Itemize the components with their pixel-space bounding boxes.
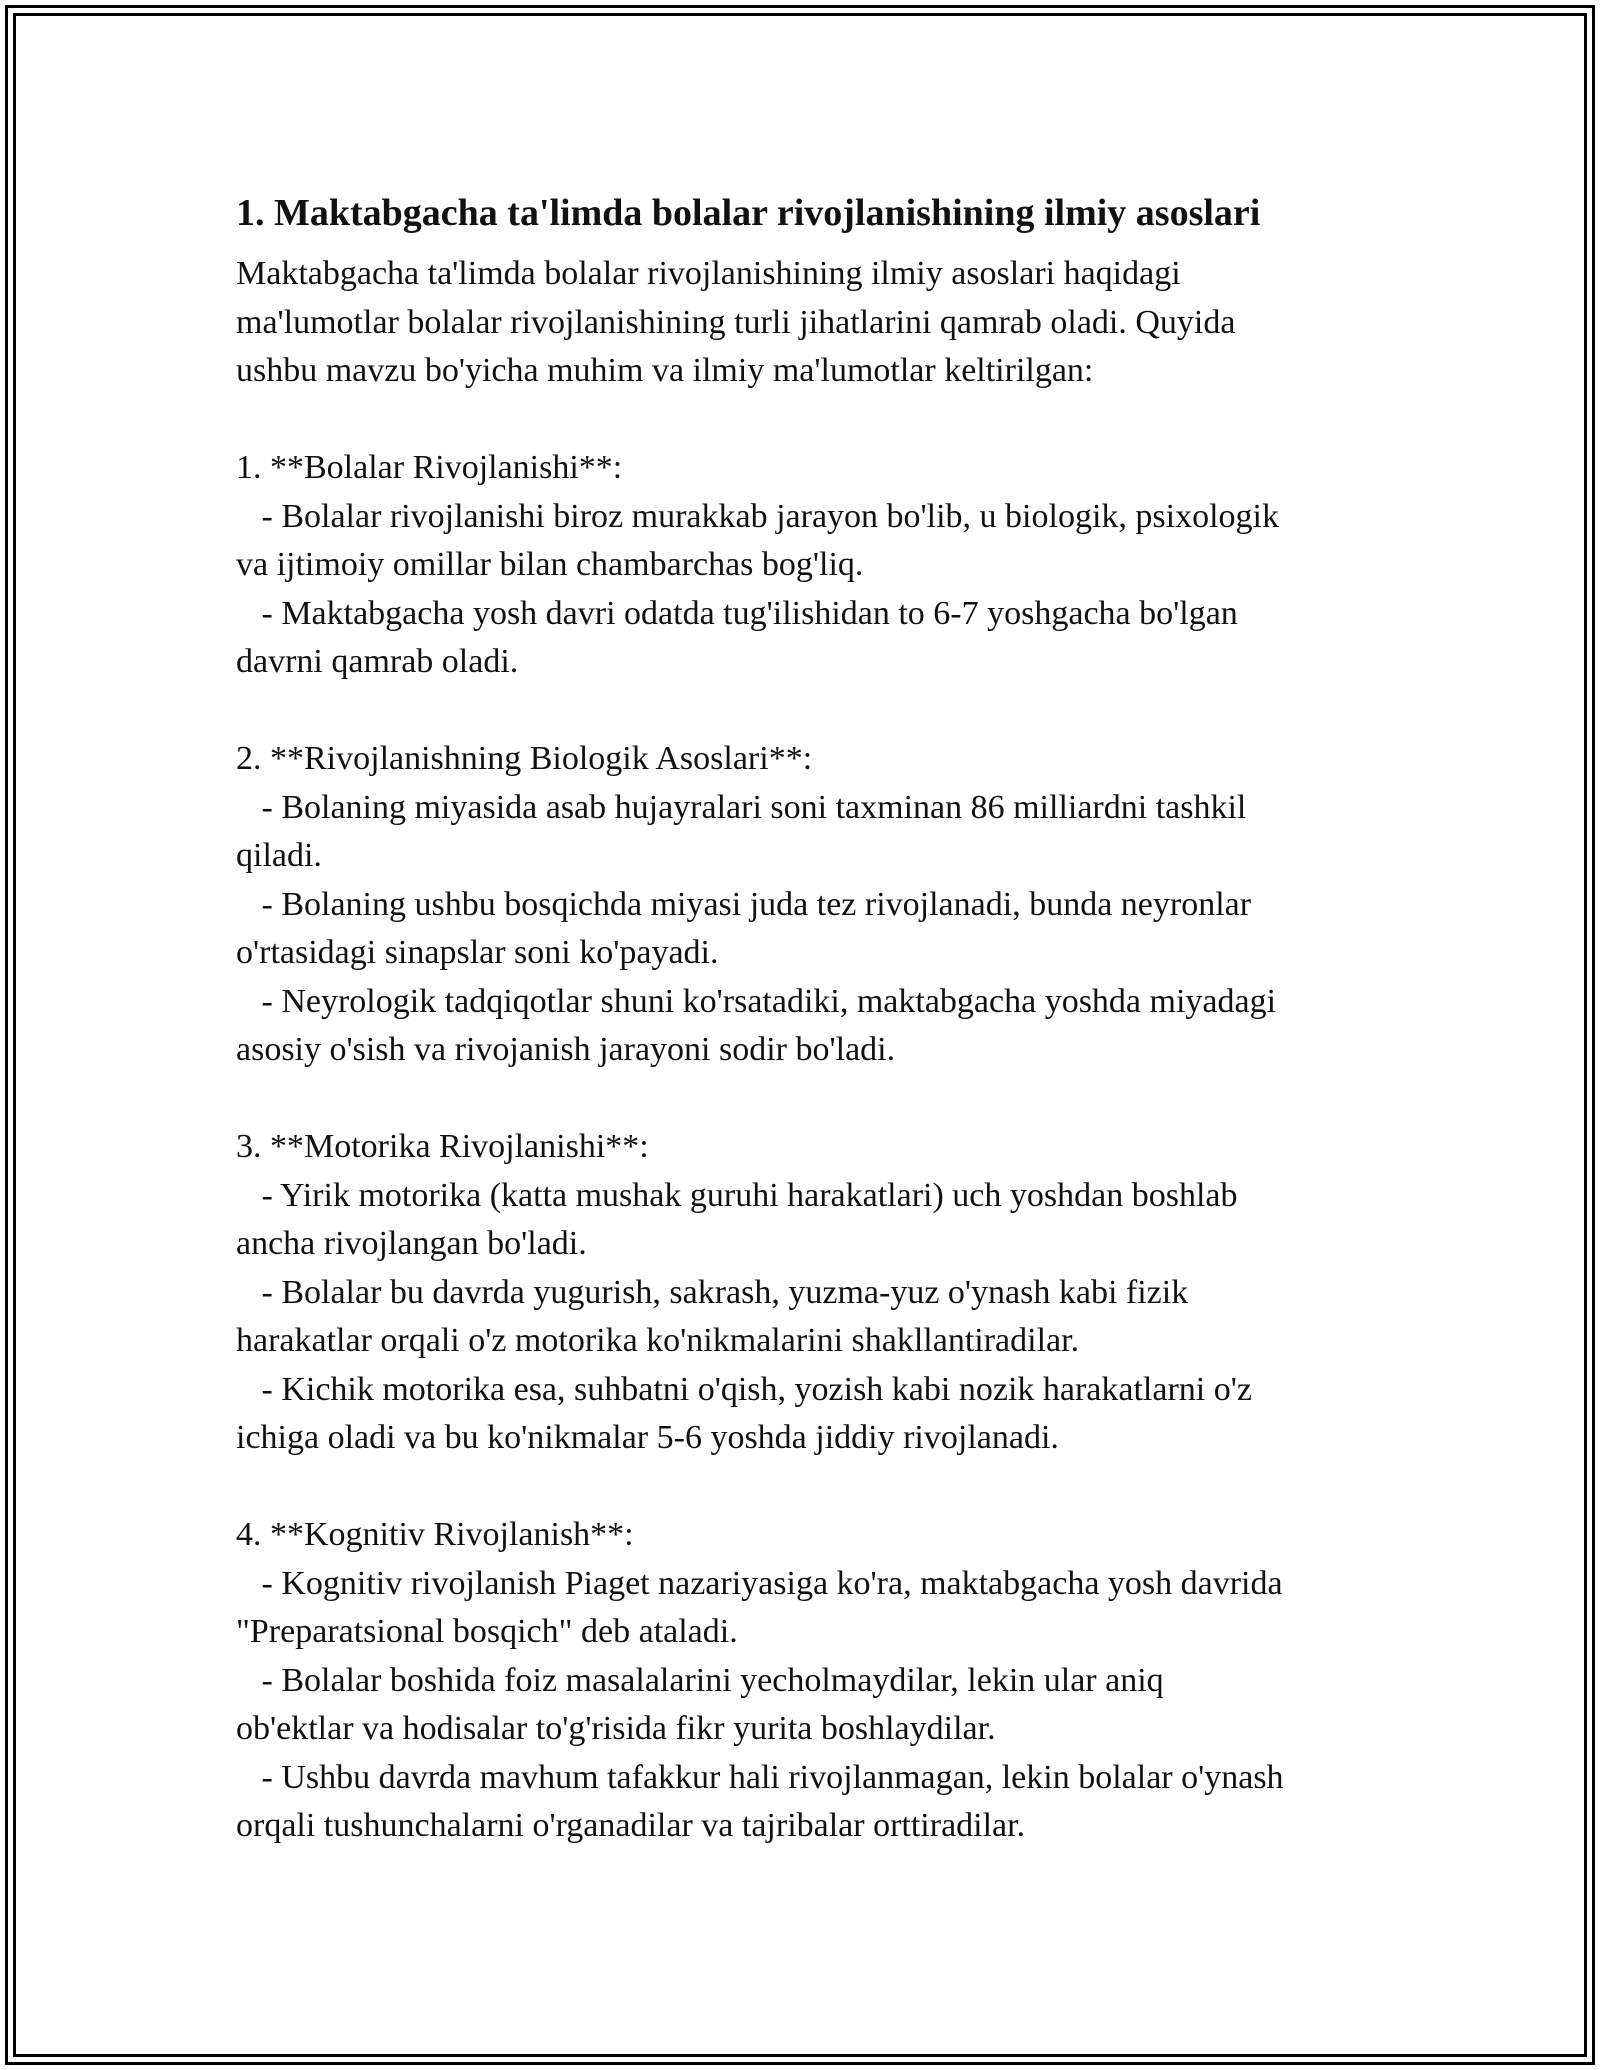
section-line: ob'ektlar va hodisalar to'g'risida fikr yurita boshlaydilar.	[236, 1710, 996, 1747]
section-line: - Ushbu davrda mavhum tafakkur hali rivojlanmagan, lekin bolalar o'ynash	[236, 1758, 1284, 1796]
section-line: - Bolaning miyasida asab hujayralari soni taxminan 86 milliardni tashkil	[236, 788, 1247, 826]
section-line: - Bolalar rivojlanishi biroz murakkab jarayon bo'lib, u biologik, psixologik	[236, 497, 1279, 535]
section-line: asosiy o'sish va rivojanish jarayoni sodir bo'ladi.	[236, 1031, 896, 1068]
intro-line: Maktabgacha ta'limda bolalar rivojlanishining ilmiy asoslari haqidagi	[236, 255, 1181, 292]
paragraph-spacer	[236, 396, 1386, 445]
paragraph-spacer	[236, 1463, 1386, 1512]
section-line: harakatlar orqali o'z motorika ko'nikmalarini shakllantiradilar.	[236, 1322, 1080, 1359]
section-line: orqali tushunchalarni o'rganadilar va tajribalar orttiradilar.	[236, 1807, 1026, 1844]
section-line: - Bolalar bu davrda yugurish, sakrash, yuzma-yuz o'ynash kabi fizik	[236, 1273, 1189, 1311]
section-line: "Preparatsional bosqich" deb ataladi.	[236, 1613, 738, 1650]
section-line: - Kichik motorika esa, suhbatni o'qish, yozish kabi nozik harakatlarni o'z	[236, 1370, 1252, 1408]
section-heading: 2. **Rivojlanishning Biologik Asoslari**:	[236, 740, 813, 777]
section-kognitiv-rivojlanish	[236, 1511, 1386, 1851]
section-heading: 1. **Bolalar Rivojlanishi**:	[236, 449, 623, 486]
section-heading: 3. **Motorika Rivojlanishi**:	[236, 1128, 649, 1165]
section-line: va ijtimoiy omillar bilan chambarchas bog'liq.	[236, 546, 864, 583]
section-biologik-asoslari	[236, 735, 1386, 1075]
section-line: ancha rivojlangan bo'ladi.	[236, 1225, 587, 1262]
intro-line: ushbu mavzu bo'yicha muhim va ilmiy ma'lumotlar keltirilgan:	[236, 352, 1094, 389]
section-line: - Maktabgacha yosh davri odatda tug'ilishidan to 6-7 yoshgacha bo'lgan	[236, 594, 1238, 632]
section-line: ichiga oladi va bu ko'nikmalar 5-6 yoshda jiddiy rivojlanadi.	[236, 1419, 1059, 1456]
document-body	[236, 188, 1386, 1851]
section-motorika-rivojlanishi	[236, 1123, 1386, 1463]
document-title: 1. Maktabgacha ta'limda bolalar rivojlanishining ilmiy asoslari	[236, 192, 1261, 234]
section-line: - Yirik motorika (katta mushak guruhi harakatlari) uch yoshdan boshlab	[236, 1176, 1238, 1214]
intro-line: ma'lumotlar bolalar rivojlanishining turli jihatlarini qamrab oladi. Quyida	[236, 303, 1236, 341]
section-line: qiladi.	[236, 837, 322, 874]
intro-paragraph	[236, 250, 1386, 396]
section-line: - Neyrologik tadqiqotlar shuni ko'rsatadiki, maktabgacha yoshda miyadagi	[236, 982, 1277, 1020]
paragraph-spacer	[236, 1075, 1386, 1124]
section-line: - Bolaning ushbu bosqichda miyasi juda tez rivojlanadi, bunda neyronlar	[236, 885, 1252, 923]
section-heading: 4. **Kognitiv Rivojlanish**:	[236, 1516, 634, 1553]
paragraph-spacer	[236, 687, 1386, 736]
section-line: davrni qamrab oladi.	[236, 643, 519, 680]
section-line: - Kognitiv rivojlanish Piaget nazariyasiga ko'ra, maktabgacha yosh davrida	[236, 1564, 1283, 1602]
section-bolalar-rivojlanishi	[236, 444, 1386, 687]
section-line: o'rtasidagi sinapslar soni ko'payadi.	[236, 934, 719, 971]
section-line: - Bolalar boshida foiz masalalarini yecholmaydilar, lekin ular aniq	[236, 1661, 1164, 1699]
